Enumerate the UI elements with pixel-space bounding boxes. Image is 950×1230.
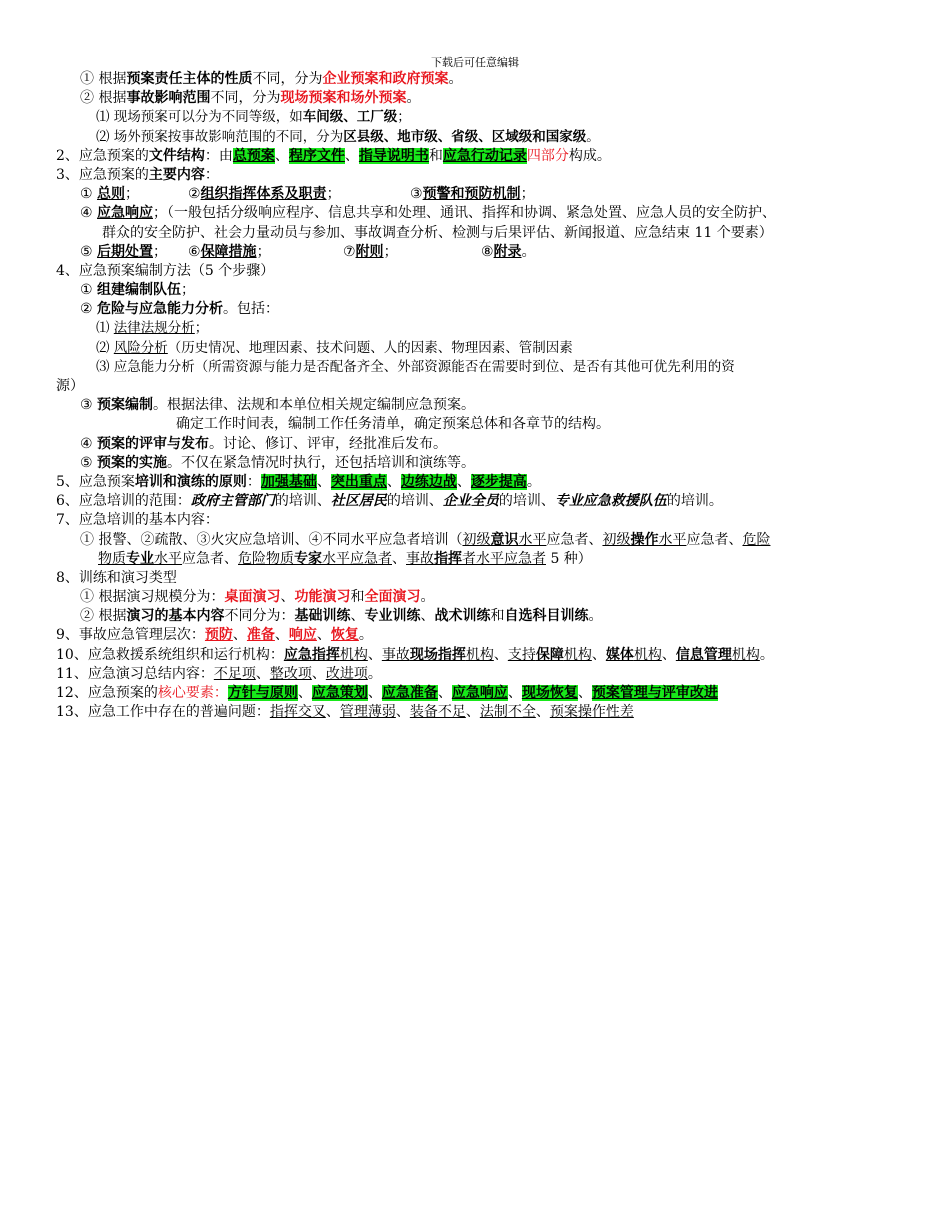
text: 管理薄弱 [339, 704, 396, 721]
text: 3、应急预案的 [56, 166, 149, 183]
text: 应急指挥 [283, 646, 340, 663]
text: 不足项 [213, 665, 256, 682]
line-7 [56, 185, 906, 204]
text: ① 根据演习规模分为： [80, 589, 225, 606]
text: ⑤ [80, 243, 98, 260]
text: ； [397, 109, 411, 126]
text: 核心要素 [157, 685, 214, 701]
text: 。 [420, 589, 435, 606]
text: 构成。 [568, 147, 611, 164]
text: （历史情况、地理因素、技术问题、人的因素、物理因素、管制因素 [167, 339, 573, 356]
text: 信息管理 [675, 646, 732, 663]
line-12 [56, 281, 906, 300]
line-3 [56, 108, 906, 127]
text: 指挥 [434, 550, 462, 567]
text: 物质 [98, 550, 126, 567]
text: 5、应急预案 [56, 473, 135, 490]
text: 的培训、 [274, 493, 331, 510]
highlight: 逐步提高 [470, 473, 527, 490]
text: ① [80, 186, 98, 203]
text: 、 [316, 473, 331, 490]
text: 的培训、 [386, 493, 443, 510]
text: 。包括： [223, 301, 280, 318]
text: ④ [80, 205, 98, 222]
line-27: 8、训练和演习类型 [56, 569, 177, 586]
text: 支持 [507, 646, 536, 663]
text: ⑵ [96, 339, 114, 356]
text: 、 [316, 627, 331, 644]
text: 现场预案和场外预案 [280, 90, 407, 107]
line-4 [56, 128, 906, 147]
text: 、 [465, 704, 480, 721]
highlight: 突出重点 [330, 473, 387, 490]
text: 应急者、 [546, 531, 603, 548]
highlight: 指导说明书 [358, 147, 429, 164]
page-header: 下载后可任意编辑 [431, 56, 519, 69]
text: 和 [428, 147, 443, 164]
text: 危险 [742, 531, 771, 548]
line-6 [56, 166, 906, 185]
text: 12、应急预案的 [56, 685, 158, 701]
text: 预案操作性差 [549, 704, 634, 721]
text: ； [256, 243, 271, 260]
text: 、 [507, 685, 522, 701]
text: 、 [493, 646, 508, 663]
text: 不同，分为 [210, 90, 281, 107]
text: 、 [274, 147, 289, 164]
text: 风险分析 [113, 339, 168, 356]
highlight: 应急行动记录 [442, 147, 527, 164]
text: 企业全员 [442, 493, 499, 510]
text: 、 [535, 704, 550, 721]
text: 专业 [126, 550, 154, 567]
text: 。 [588, 608, 603, 625]
text: 、 [255, 665, 270, 682]
text: 、 [577, 685, 592, 701]
text: 响应 [288, 627, 317, 644]
text: 机构 [339, 646, 368, 663]
text: 、 [232, 627, 247, 644]
text: 准备 [246, 627, 275, 644]
text: ② [188, 186, 201, 203]
line-23 [56, 492, 906, 511]
text: 保障 [535, 646, 564, 663]
text: 预案的实施 [97, 454, 168, 471]
highlight: 现场恢复 [521, 685, 578, 701]
text: ① [80, 282, 98, 299]
text: 机构 [465, 646, 494, 663]
text: 、 [325, 704, 340, 721]
text: ； [153, 243, 168, 260]
line-32 [56, 665, 906, 684]
line-34 [56, 703, 906, 722]
document-body [56, 70, 906, 722]
text: ② 根据 [80, 90, 127, 107]
text: 操作 [630, 531, 659, 548]
text: 事故影响范围 [126, 90, 211, 107]
text: 11、应急演习总结内容： [56, 665, 214, 682]
text: 应急者、 [686, 531, 743, 548]
text: 危险与应急能力分析 [97, 301, 224, 318]
text: 、 [344, 147, 359, 164]
text: 保障措施 [200, 243, 257, 260]
highlight: 预案管理与评审改进 [591, 685, 718, 701]
line-5 [56, 147, 906, 166]
line-25 [56, 531, 906, 550]
text: ① 根据 [80, 71, 127, 87]
text: 机构 [563, 646, 592, 663]
text: 。 [406, 90, 421, 107]
line-16: ⑶ 应急能力分析（所需资源与能力是否配备齐全、外部资源能否在需要时到位、是否有其他可优先利用的资 [96, 358, 735, 375]
text: ⑥ [188, 243, 201, 260]
line-1 [56, 70, 906, 89]
text: 政府主管部门 [190, 493, 275, 510]
text: 、 [395, 704, 410, 721]
text: 专家 [294, 550, 322, 567]
text: 不同分为： [224, 608, 295, 625]
text: 预警和预防机制 [422, 186, 521, 203]
text: 专业应急救援队伍 [554, 493, 667, 510]
text: 、 [274, 627, 289, 644]
text: 不同，分为 [252, 71, 323, 87]
text: 、 [280, 589, 295, 606]
text: 。 [586, 128, 600, 145]
text: ④ [80, 435, 98, 452]
text: 附则 [355, 243, 384, 260]
text: 车间级、工厂级 [302, 109, 398, 126]
text: 水平 [518, 531, 547, 548]
line-20 [56, 435, 906, 454]
text: ⑴ 现场预案可以分为不同等级，如 [96, 109, 303, 126]
text: 装备不足 [409, 704, 466, 721]
text: 。不仅在紧急情况时执行，还包括培训和演练等。 [167, 454, 476, 471]
line-21 [56, 454, 906, 473]
line-30 [56, 626, 906, 645]
text: 专业训练 [364, 608, 421, 625]
text: 法制不全 [479, 704, 536, 721]
line-10 [56, 243, 906, 262]
text: 6、应急培训的范围： [56, 493, 191, 510]
text: 、 [311, 665, 326, 682]
line-15 [56, 339, 906, 358]
text: 水平 [154, 550, 182, 567]
text: 2、应急预案的 [56, 147, 149, 164]
text: 、 [386, 473, 401, 490]
text: ⑧ [481, 243, 494, 260]
text: 、 [392, 550, 406, 567]
text: 、 [456, 473, 471, 490]
text: 四部分 [526, 147, 569, 164]
text: 危险物质 [238, 550, 294, 567]
text: 、 [367, 685, 382, 701]
text: ； [194, 320, 209, 337]
text: 的培训。 [666, 493, 723, 510]
text: ； [326, 186, 341, 203]
text: 、 [420, 608, 435, 625]
text: 、 [297, 685, 312, 701]
text: 基础训练 [294, 608, 351, 625]
text: 。 [358, 627, 373, 644]
text: 、 [367, 646, 382, 663]
text: 10、应急救援系统组织和运行机构： [56, 646, 284, 663]
highlight: 加强基础 [260, 473, 317, 490]
text: 媒体 [605, 646, 634, 663]
text: 文件结构 [148, 147, 205, 164]
text: 预案编制 [97, 397, 154, 414]
text: 主要内容 [148, 166, 205, 183]
text: ⑴ [96, 320, 114, 337]
highlight: 方针与原则 [227, 685, 298, 701]
text: 、 [437, 685, 452, 701]
text: 全面演习 [364, 589, 421, 606]
text: 应急响应 [97, 205, 154, 222]
text: 总则 [97, 186, 126, 203]
text: 后期处置 [97, 243, 154, 260]
text: 、 [591, 646, 606, 663]
text: 。 [759, 646, 774, 663]
text: 。 [448, 71, 463, 87]
line-28 [56, 588, 906, 607]
text: 机构 [633, 646, 662, 663]
text: 法律法规分析 [113, 320, 195, 337]
text: ⑦ [343, 243, 356, 260]
line-2 [56, 89, 906, 108]
text: 社区居民 [330, 493, 387, 510]
text: ： [246, 473, 261, 490]
text: 改进项 [325, 665, 368, 682]
text: 9、事故应急管理层次： [56, 627, 205, 644]
highlight: 边练边战 [400, 473, 457, 490]
text: 战术训练 [434, 608, 491, 625]
highlight: 程序文件 [288, 147, 345, 164]
text: 、 [350, 608, 365, 625]
line-29 [56, 607, 906, 626]
line-13 [56, 300, 906, 319]
text: 现场指挥 [409, 646, 466, 663]
text: 和 [490, 608, 505, 625]
text: ② [80, 301, 98, 318]
text: 应急者、 [182, 550, 238, 567]
text: ⑤ [80, 454, 98, 471]
text: 预防 [204, 627, 233, 644]
line-33 [56, 684, 906, 703]
text: ：由 [204, 147, 233, 164]
text: 企业预案和政府预案 [322, 71, 449, 87]
text: 预案的评审与发布 [97, 435, 210, 452]
text: ； [520, 186, 535, 203]
text: 功能演习 [294, 589, 351, 606]
line-31 [56, 646, 906, 665]
text: 的培训、 [498, 493, 555, 510]
text: 附录 [493, 243, 522, 260]
text: 和 [350, 589, 365, 606]
line-26 [56, 550, 906, 569]
line-19: 确定工作时间表，编制工作任务清单，确定预案总体和各章节的结构。 [176, 416, 610, 433]
text: ② 根据 [80, 608, 127, 625]
text: 。根据法律、法规和本单位相关规定编制应急预案。 [153, 397, 476, 414]
line-22 [56, 473, 906, 492]
line-14 [56, 319, 906, 338]
text: 初级 [602, 531, 631, 548]
text: 桌面演习 [224, 589, 281, 606]
highlight: 总预案 [232, 147, 275, 164]
text: 组织指挥体系及职责 [200, 186, 327, 203]
line-24: 7、应急培训的基本内容： [56, 512, 219, 529]
text: 事故 [406, 550, 434, 567]
text: 整改项 [269, 665, 312, 682]
highlight: 应急策划 [311, 685, 368, 701]
text: 区县级、地市级、省级、区域级和国家级 [343, 128, 587, 145]
text: 。 [367, 665, 382, 682]
text: 初级 [462, 531, 491, 548]
text: 。讨论、修订、评审，经批准后发布。 [209, 435, 448, 452]
text: 水平 [658, 531, 687, 548]
highlight: 应急响应 [451, 685, 508, 701]
text: 自选科目训练 [504, 608, 589, 625]
line-17: 源） [56, 378, 84, 394]
text: 意识 [490, 531, 519, 548]
text: 5 种） [546, 550, 592, 567]
text: 恢复 [330, 627, 359, 644]
text: ； [383, 243, 398, 260]
text: 、 [661, 646, 676, 663]
highlight: 应急准备 [381, 685, 438, 701]
text: 事故 [381, 646, 410, 663]
text: ① 报警、②疏散、③火灾应急培训、④不同水平应急者培训（ [80, 531, 463, 548]
line-8 [56, 204, 906, 223]
text: 机构 [731, 646, 760, 663]
line-11: 4、应急预案编制方法（5 个步骤） [56, 262, 275, 279]
text: 组建编制队伍 [97, 282, 182, 299]
text: ③ [410, 186, 423, 203]
text: 者水平应急者 [462, 550, 546, 567]
text: 预案责任主体的性质 [126, 71, 253, 87]
text: 。 [526, 473, 541, 490]
text: 指挥交叉 [269, 704, 326, 721]
text: ③ [80, 397, 98, 414]
text: ： [204, 166, 219, 183]
text: 演习的基本内容 [126, 608, 225, 625]
text: ；（一般包括分级响应程序、信息共享和处理、通讯、指挥和协调、紧急处置、应急人员的安全防护、 [153, 205, 777, 222]
line-9: 群众的安全防护、社会力量动员与参加、事故调查分析、检测与后果评估、新闻报道、应急结束 11 个要素） [102, 224, 773, 241]
line-18 [56, 396, 906, 415]
text: 13、应急工作中存在的普遍问题： [56, 704, 270, 721]
text: 水平应急者 [322, 550, 392, 567]
text: ⑵ 场外预案按事故影响范围的不同，分为 [96, 128, 344, 145]
text: ； [181, 282, 196, 299]
text: 。 [521, 243, 536, 260]
text: 培训和演练的原则 [134, 473, 247, 490]
text: ； [125, 186, 140, 203]
text: ： [213, 685, 228, 701]
